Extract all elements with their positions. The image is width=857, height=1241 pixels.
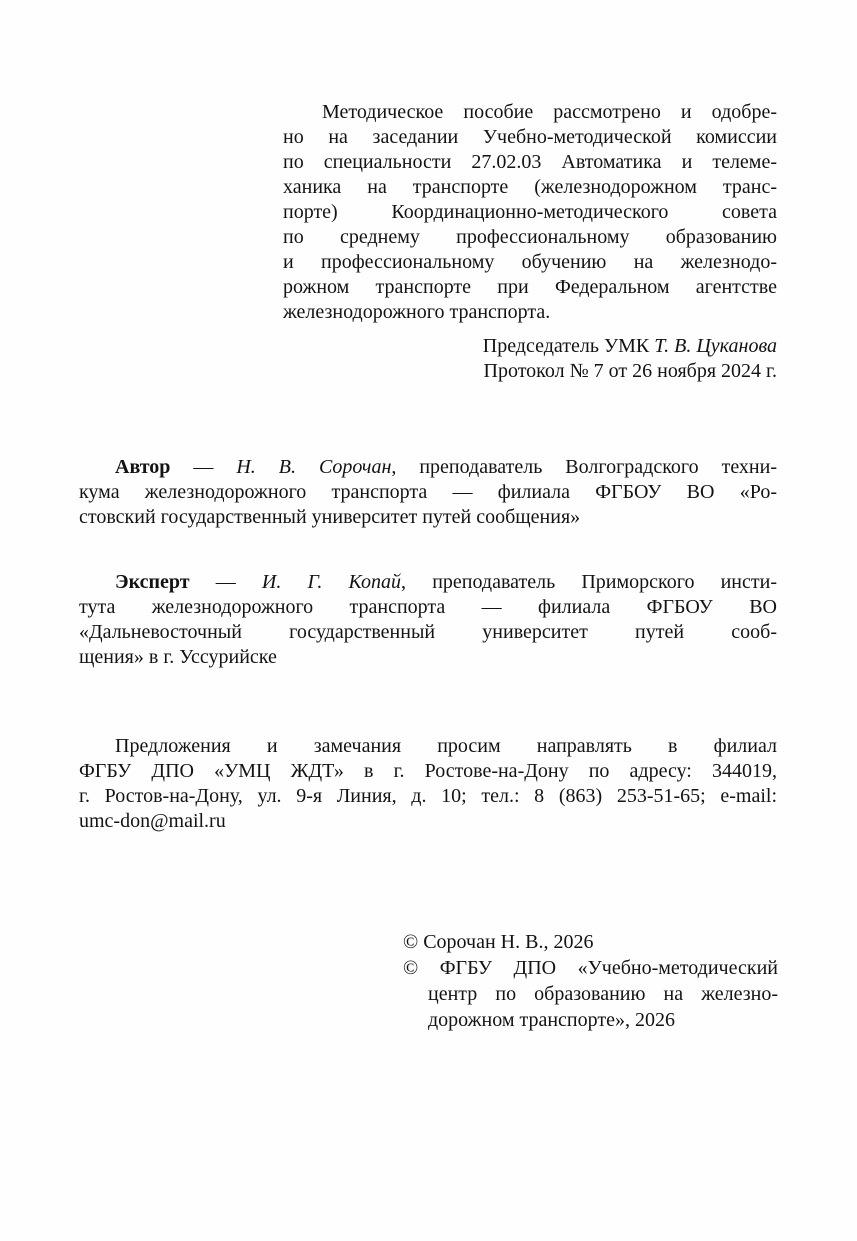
author-description: , преподаватель Волгоградского техни- — [391, 456, 777, 478]
feedback-line: ФГБУ ДПО «УМЦ ЖДТ» в г. Ростове-на-Дону по адресу: 344019, — [79, 760, 777, 782]
protocol-line: Протокол № 7 от 26 ноября 2024 г. — [483, 360, 777, 382]
approval-line: по специальности 27.02.03 Автоматика и телеме- — [283, 151, 777, 173]
author-name: Н. В. Сорочан — [236, 456, 392, 478]
approval-line: но на заседании Учебно-методической комиссии — [283, 126, 777, 148]
approval-line: железнодорожного транспорта. — [283, 301, 551, 323]
expert-description: , преподаватель Приморского инсти- — [401, 571, 777, 593]
approval-line: рожном транспорте при Федеральном агентстве — [283, 276, 777, 298]
author-first-line — [79, 455, 777, 480]
expert-separator: — — [189, 571, 262, 593]
author-paragraph — [79, 455, 777, 530]
expert-line: «Дальневосточный государственный университет путей сооб- — [79, 621, 777, 643]
copyright-publisher-line: © ФГБУ ДПО «Учебно-методический — [403, 957, 778, 979]
approval-line: и профессиональному обучению на железнодо- — [283, 251, 777, 273]
approval-line: ханика на транспорте (железнодорожном транс- — [283, 176, 777, 198]
umk-chair-label: Председатель УМК — [482, 335, 655, 357]
copyright-publisher-line: центр по образованию на железно- — [428, 983, 778, 1005]
umk-chair-name: Т. В. Цуканова — [654, 335, 777, 357]
feedback-address-paragraph — [79, 734, 777, 834]
author-separator: — — [170, 456, 237, 478]
copyright-publisher-line: дорожном транспорте», 2026 — [428, 1009, 675, 1031]
author-role-label: Автор — [115, 456, 171, 478]
author-line: стовский государственный университет путей сообщения» — [79, 506, 581, 528]
feedback-line: Предложения и замечания просим направлять в филиал — [115, 735, 777, 757]
expert-role-label: Эксперт — [115, 571, 190, 593]
expert-paragraph — [79, 570, 777, 670]
approval-line: Методическое пособие рассмотрено и одобре- — [322, 101, 777, 123]
expert-line: тута железнодорожного транспорта — филиала ФГБОУ ВО — [79, 596, 777, 618]
expert-first-line — [79, 570, 777, 595]
author-line: кума железнодорожного транспорта — филиала ФГБОУ ВО «Ро- — [79, 481, 777, 503]
feedback-email: umc-don@mail.ru — [79, 810, 226, 832]
umk-signature-block — [79, 334, 777, 384]
feedback-line: г. Ростов-на-Дону, ул. 9-я Линия, д. 10; тел.: 8 (863) 253-51-65; e-mail: — [79, 785, 777, 807]
copyright-author-line: © Сорочан Н. В., 2026 — [403, 931, 594, 953]
expert-line: щения» в г. Уссурийске — [79, 646, 277, 668]
approval-line: по среднему профессиональному образованию — [283, 226, 777, 248]
umk-chair-line — [79, 334, 777, 359]
approval-paragraph — [283, 100, 777, 325]
copyright-block — [403, 929, 778, 1033]
expert-name: И. Г. Копай — [261, 571, 402, 593]
approval-line: порте) Координационно-методического совета — [283, 201, 777, 223]
